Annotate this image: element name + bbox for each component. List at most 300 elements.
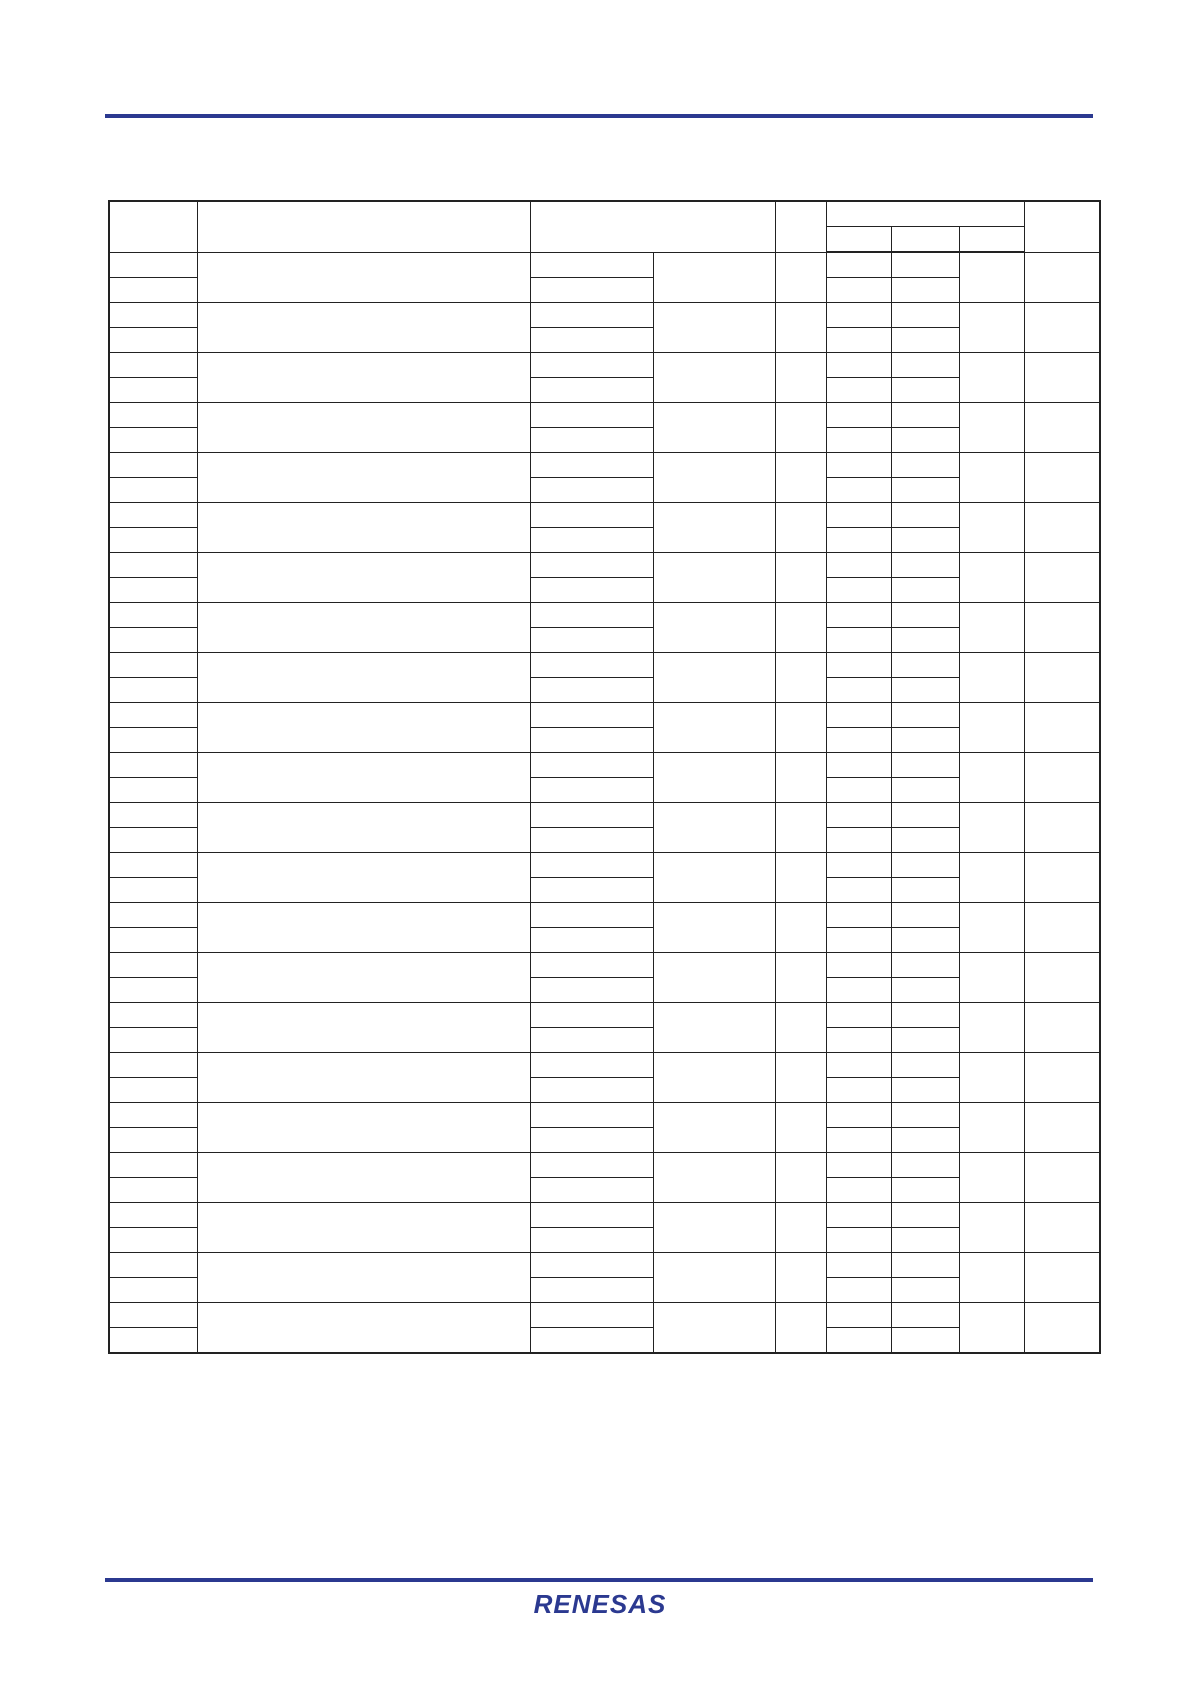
table-cell bbox=[653, 1203, 775, 1253]
table-cell bbox=[109, 403, 197, 428]
table-row bbox=[109, 1003, 1100, 1028]
table-cell bbox=[891, 578, 959, 603]
table-cell bbox=[775, 1203, 826, 1253]
table-cell bbox=[891, 328, 959, 353]
table-cell bbox=[197, 703, 530, 753]
table-cell bbox=[826, 1203, 891, 1228]
table-row bbox=[109, 503, 1100, 528]
table-cell bbox=[891, 378, 959, 403]
table-cell bbox=[775, 453, 826, 503]
table-cell bbox=[891, 353, 959, 378]
table-cell bbox=[653, 503, 775, 553]
table-cell bbox=[530, 1303, 653, 1328]
table-cell bbox=[653, 1003, 775, 1053]
table-cell bbox=[109, 1078, 197, 1103]
table-cell bbox=[826, 503, 891, 528]
table-cell bbox=[826, 1053, 891, 1078]
table-cell bbox=[891, 828, 959, 853]
table-cell bbox=[891, 1303, 959, 1328]
table-cell bbox=[1024, 303, 1100, 353]
table-cell bbox=[775, 553, 826, 603]
table-cell bbox=[826, 878, 891, 903]
table-header-row bbox=[109, 201, 1100, 227]
table-cell bbox=[109, 1053, 197, 1078]
table-row bbox=[109, 703, 1100, 728]
table-cell bbox=[891, 1103, 959, 1128]
table-cell bbox=[826, 1253, 891, 1278]
table-row bbox=[109, 1053, 1100, 1078]
table-cell bbox=[653, 1103, 775, 1153]
table-cell bbox=[891, 303, 959, 328]
header-rule bbox=[105, 114, 1093, 118]
table-cell bbox=[826, 703, 891, 728]
table-cell bbox=[530, 1153, 653, 1178]
table-cell bbox=[530, 853, 653, 878]
table-cell bbox=[891, 453, 959, 478]
table-cell bbox=[197, 1253, 530, 1303]
table-cell bbox=[653, 303, 775, 353]
table-cell bbox=[530, 328, 653, 353]
table-cell bbox=[530, 1128, 653, 1153]
table-cell bbox=[109, 428, 197, 453]
table-cell bbox=[891, 1178, 959, 1203]
table-cell bbox=[197, 453, 530, 503]
table-cell bbox=[109, 603, 197, 628]
table-cell bbox=[653, 753, 775, 803]
table-cell bbox=[826, 478, 891, 503]
table-row bbox=[109, 953, 1100, 978]
table-cell bbox=[826, 1003, 891, 1028]
table-cell bbox=[530, 1003, 653, 1028]
table-cell bbox=[530, 678, 653, 703]
table-cell bbox=[826, 403, 891, 428]
table-cell bbox=[1024, 1003, 1100, 1053]
table-cell bbox=[653, 1053, 775, 1103]
table-cell bbox=[109, 1128, 197, 1153]
table-cell bbox=[959, 252, 1024, 303]
table-cell bbox=[109, 578, 197, 603]
table-cell bbox=[891, 678, 959, 703]
table-cell bbox=[197, 252, 530, 303]
subheader-cell bbox=[959, 227, 1024, 253]
table-cell bbox=[653, 953, 775, 1003]
table-cell bbox=[1024, 703, 1100, 753]
header-cell bbox=[197, 201, 530, 252]
table-cell bbox=[197, 1203, 530, 1253]
table-cell bbox=[959, 1103, 1024, 1153]
table-cell bbox=[530, 728, 653, 753]
table-cell bbox=[891, 603, 959, 628]
table-cell bbox=[775, 1103, 826, 1153]
table-cell bbox=[891, 803, 959, 828]
table-cell bbox=[826, 553, 891, 578]
table-cell bbox=[653, 252, 775, 303]
table-cell bbox=[653, 653, 775, 703]
data-table bbox=[108, 200, 1101, 1354]
table-cell bbox=[826, 328, 891, 353]
header-cell bbox=[530, 201, 775, 252]
table-cell bbox=[891, 878, 959, 903]
table-cell bbox=[197, 1303, 530, 1354]
table-cell bbox=[653, 403, 775, 453]
table-cell bbox=[891, 628, 959, 653]
table-cell bbox=[1024, 603, 1100, 653]
table-cell bbox=[530, 978, 653, 1003]
table-cell bbox=[891, 1203, 959, 1228]
table-cell bbox=[959, 753, 1024, 803]
table-cell bbox=[109, 1178, 197, 1203]
table-cell bbox=[775, 1253, 826, 1303]
table-cell bbox=[653, 903, 775, 953]
table-cell bbox=[109, 278, 197, 303]
table-cell bbox=[891, 753, 959, 778]
table-cell bbox=[775, 853, 826, 903]
table-cell bbox=[530, 1203, 653, 1228]
table-cell bbox=[891, 728, 959, 753]
table-cell bbox=[891, 853, 959, 878]
table-cell bbox=[826, 252, 891, 278]
table-cell bbox=[109, 878, 197, 903]
table-cell bbox=[826, 578, 891, 603]
table-cell bbox=[891, 1128, 959, 1153]
table-cell bbox=[1024, 403, 1100, 453]
table-cell bbox=[826, 778, 891, 803]
table-cell bbox=[530, 252, 653, 278]
table-cell bbox=[197, 1103, 530, 1153]
table-cell bbox=[109, 378, 197, 403]
table-cell bbox=[826, 1153, 891, 1178]
table-cell bbox=[530, 903, 653, 928]
table-cell bbox=[197, 1003, 530, 1053]
table-cell bbox=[891, 1053, 959, 1078]
table-cell bbox=[1024, 503, 1100, 553]
table-cell bbox=[775, 303, 826, 353]
table-cell bbox=[891, 478, 959, 503]
table-cell bbox=[653, 853, 775, 903]
table-cell bbox=[530, 1103, 653, 1128]
table-cell bbox=[891, 528, 959, 553]
table-cell bbox=[959, 803, 1024, 853]
table-cell bbox=[530, 1328, 653, 1354]
table-cell bbox=[826, 853, 891, 878]
footer-rule bbox=[105, 1578, 1093, 1582]
table-cell bbox=[775, 603, 826, 653]
table-cell bbox=[891, 1078, 959, 1103]
table-cell bbox=[530, 878, 653, 903]
table-cell bbox=[826, 528, 891, 553]
svg-text:RENESAS: RENESAS bbox=[533, 1589, 667, 1619]
table-row bbox=[109, 1203, 1100, 1228]
table-cell bbox=[530, 503, 653, 528]
table-cell bbox=[891, 428, 959, 453]
table-cell bbox=[775, 403, 826, 453]
table-cell bbox=[891, 1278, 959, 1303]
table-row bbox=[109, 252, 1100, 278]
table-cell bbox=[1024, 903, 1100, 953]
table-row bbox=[109, 453, 1100, 478]
header-cell bbox=[109, 201, 197, 252]
table-cell bbox=[891, 1003, 959, 1028]
table-cell bbox=[775, 953, 826, 1003]
table-cell bbox=[891, 653, 959, 678]
table-cell bbox=[109, 303, 197, 328]
table-cell bbox=[530, 753, 653, 778]
table-cell bbox=[197, 353, 530, 403]
table-cell bbox=[109, 728, 197, 753]
table-row bbox=[109, 803, 1100, 828]
table-cell bbox=[891, 778, 959, 803]
table-cell bbox=[530, 803, 653, 828]
table-cell bbox=[826, 928, 891, 953]
table-cell bbox=[826, 803, 891, 828]
table-cell bbox=[826, 353, 891, 378]
table-cell bbox=[826, 628, 891, 653]
table-cell bbox=[959, 303, 1024, 353]
table-cell bbox=[775, 1153, 826, 1203]
table-cell bbox=[826, 1128, 891, 1153]
table-cell bbox=[959, 1153, 1024, 1203]
table-cell bbox=[653, 553, 775, 603]
table-cell bbox=[109, 978, 197, 1003]
table-cell bbox=[959, 1303, 1024, 1354]
table-cell bbox=[653, 353, 775, 403]
table-cell bbox=[826, 1328, 891, 1354]
table-cell bbox=[959, 703, 1024, 753]
table-cell bbox=[826, 953, 891, 978]
table-cell bbox=[959, 553, 1024, 603]
table-cell bbox=[109, 778, 197, 803]
table-cell bbox=[109, 1028, 197, 1053]
table-cell bbox=[959, 903, 1024, 953]
table-cell bbox=[197, 1053, 530, 1103]
table-cell bbox=[653, 803, 775, 853]
table-cell bbox=[1024, 1303, 1100, 1354]
table-cell bbox=[530, 828, 653, 853]
table-cell bbox=[775, 703, 826, 753]
table-cell bbox=[109, 828, 197, 853]
table-cell bbox=[1024, 1053, 1100, 1103]
table-cell bbox=[959, 403, 1024, 453]
table-cell bbox=[653, 703, 775, 753]
table-cell bbox=[775, 1303, 826, 1354]
table-cell bbox=[530, 353, 653, 378]
table-cell bbox=[109, 1328, 197, 1354]
table-cell bbox=[109, 1303, 197, 1328]
table-cell bbox=[197, 853, 530, 903]
table-cell bbox=[891, 252, 959, 278]
table-cell bbox=[530, 428, 653, 453]
table-cell bbox=[530, 378, 653, 403]
table-cell bbox=[891, 1153, 959, 1178]
table-cell bbox=[959, 953, 1024, 1003]
table-cell bbox=[530, 303, 653, 328]
table-cell bbox=[530, 953, 653, 978]
table-cell bbox=[959, 1003, 1024, 1053]
table-cell bbox=[530, 528, 653, 553]
table-cell bbox=[1024, 353, 1100, 403]
table-cell bbox=[826, 453, 891, 478]
table-cell bbox=[891, 928, 959, 953]
table-row bbox=[109, 1103, 1100, 1128]
table-cell bbox=[109, 453, 197, 478]
table-row bbox=[109, 1303, 1100, 1328]
table-cell bbox=[197, 653, 530, 703]
table-cell bbox=[1024, 1103, 1100, 1153]
table-row bbox=[109, 753, 1100, 778]
table-cell bbox=[826, 1103, 891, 1128]
table-cell bbox=[891, 403, 959, 428]
table-cell bbox=[109, 628, 197, 653]
table-cell bbox=[530, 403, 653, 428]
table-cell bbox=[826, 653, 891, 678]
table-cell bbox=[891, 978, 959, 1003]
table-cell bbox=[891, 903, 959, 928]
table-cell bbox=[826, 1028, 891, 1053]
table-cell bbox=[775, 252, 826, 303]
table-cell bbox=[530, 628, 653, 653]
table-cell bbox=[109, 1153, 197, 1178]
table-cell bbox=[197, 903, 530, 953]
table-cell bbox=[109, 678, 197, 703]
table-row bbox=[109, 653, 1100, 678]
table-cell bbox=[1024, 953, 1100, 1003]
table-cell bbox=[109, 353, 197, 378]
table-cell bbox=[1024, 453, 1100, 503]
table-cell bbox=[197, 303, 530, 353]
table-cell bbox=[530, 553, 653, 578]
table-cell bbox=[530, 653, 653, 678]
table-row bbox=[109, 303, 1100, 328]
table-cell bbox=[530, 1053, 653, 1078]
table-cell bbox=[653, 1153, 775, 1203]
table-cell bbox=[959, 603, 1024, 653]
table-cell bbox=[891, 703, 959, 728]
table-cell bbox=[826, 303, 891, 328]
table-cell bbox=[109, 1253, 197, 1278]
table-cell bbox=[197, 553, 530, 603]
table-cell bbox=[826, 978, 891, 1003]
table-cell bbox=[1024, 753, 1100, 803]
table-cell bbox=[530, 478, 653, 503]
table-cell bbox=[1024, 553, 1100, 603]
table-cell bbox=[775, 753, 826, 803]
table-cell bbox=[530, 703, 653, 728]
table-cell bbox=[530, 278, 653, 303]
table-cell bbox=[109, 478, 197, 503]
table-cell bbox=[826, 828, 891, 853]
table-cell bbox=[891, 1328, 959, 1354]
table-row bbox=[109, 353, 1100, 378]
table-row bbox=[109, 1153, 1100, 1178]
table-row bbox=[109, 1253, 1100, 1278]
table-cell bbox=[197, 603, 530, 653]
subheader-cell bbox=[826, 227, 891, 253]
table-cell bbox=[775, 1003, 826, 1053]
table-cell bbox=[775, 903, 826, 953]
table-cell bbox=[109, 528, 197, 553]
table-cell bbox=[959, 503, 1024, 553]
table-cell bbox=[530, 1278, 653, 1303]
table-cell bbox=[109, 553, 197, 578]
table-cell bbox=[959, 453, 1024, 503]
table-row bbox=[109, 603, 1100, 628]
table-cell bbox=[197, 403, 530, 453]
table-cell bbox=[109, 1278, 197, 1303]
header-cell bbox=[1024, 201, 1100, 252]
table-cell bbox=[775, 503, 826, 553]
table-cell bbox=[826, 1278, 891, 1303]
table-cell bbox=[109, 853, 197, 878]
table-row bbox=[109, 403, 1100, 428]
table-cell bbox=[775, 803, 826, 853]
table-cell bbox=[653, 603, 775, 653]
table-cell bbox=[959, 1203, 1024, 1253]
table-cell bbox=[1024, 1203, 1100, 1253]
table-cell bbox=[530, 578, 653, 603]
table-cell bbox=[959, 653, 1024, 703]
table-cell bbox=[653, 453, 775, 503]
table-cell bbox=[530, 1228, 653, 1253]
table-cell bbox=[775, 353, 826, 403]
subheader-cell bbox=[891, 227, 959, 253]
table-cell bbox=[197, 753, 530, 803]
table-cell bbox=[109, 903, 197, 928]
table-cell bbox=[653, 1303, 775, 1354]
table-cell bbox=[826, 1178, 891, 1203]
table-cell bbox=[891, 953, 959, 978]
table-cell bbox=[109, 928, 197, 953]
table-cell bbox=[826, 603, 891, 628]
table-cell bbox=[891, 1028, 959, 1053]
table-cell bbox=[959, 1053, 1024, 1103]
table-cell bbox=[826, 1228, 891, 1253]
table-cell bbox=[109, 1003, 197, 1028]
table-cell bbox=[530, 603, 653, 628]
table-cell bbox=[1024, 803, 1100, 853]
table-cell bbox=[826, 728, 891, 753]
table-cell bbox=[530, 778, 653, 803]
table-cell bbox=[109, 1103, 197, 1128]
table-cell bbox=[826, 378, 891, 403]
table-cell bbox=[1024, 853, 1100, 903]
table-cell bbox=[891, 1253, 959, 1278]
table-cell bbox=[1024, 252, 1100, 303]
table-row bbox=[109, 903, 1100, 928]
table-cell bbox=[109, 803, 197, 828]
table-cell bbox=[109, 703, 197, 728]
table-cell bbox=[109, 953, 197, 978]
header-group-cell bbox=[826, 201, 1024, 227]
table-cell bbox=[959, 853, 1024, 903]
table-cell bbox=[109, 1203, 197, 1228]
table-cell bbox=[109, 1228, 197, 1253]
header-cell bbox=[775, 201, 826, 252]
table-cell bbox=[826, 1303, 891, 1328]
table-cell bbox=[530, 1178, 653, 1203]
table-cell bbox=[109, 252, 197, 278]
table-row bbox=[109, 553, 1100, 578]
table-cell bbox=[826, 428, 891, 453]
renesas-logo bbox=[512, 1586, 688, 1622]
table-cell bbox=[109, 503, 197, 528]
table-cell bbox=[530, 1078, 653, 1103]
table-cell bbox=[197, 953, 530, 1003]
table-cell bbox=[826, 278, 891, 303]
table-cell bbox=[530, 453, 653, 478]
table-cell bbox=[530, 1253, 653, 1278]
table-cell bbox=[891, 278, 959, 303]
table-cell bbox=[530, 1028, 653, 1053]
